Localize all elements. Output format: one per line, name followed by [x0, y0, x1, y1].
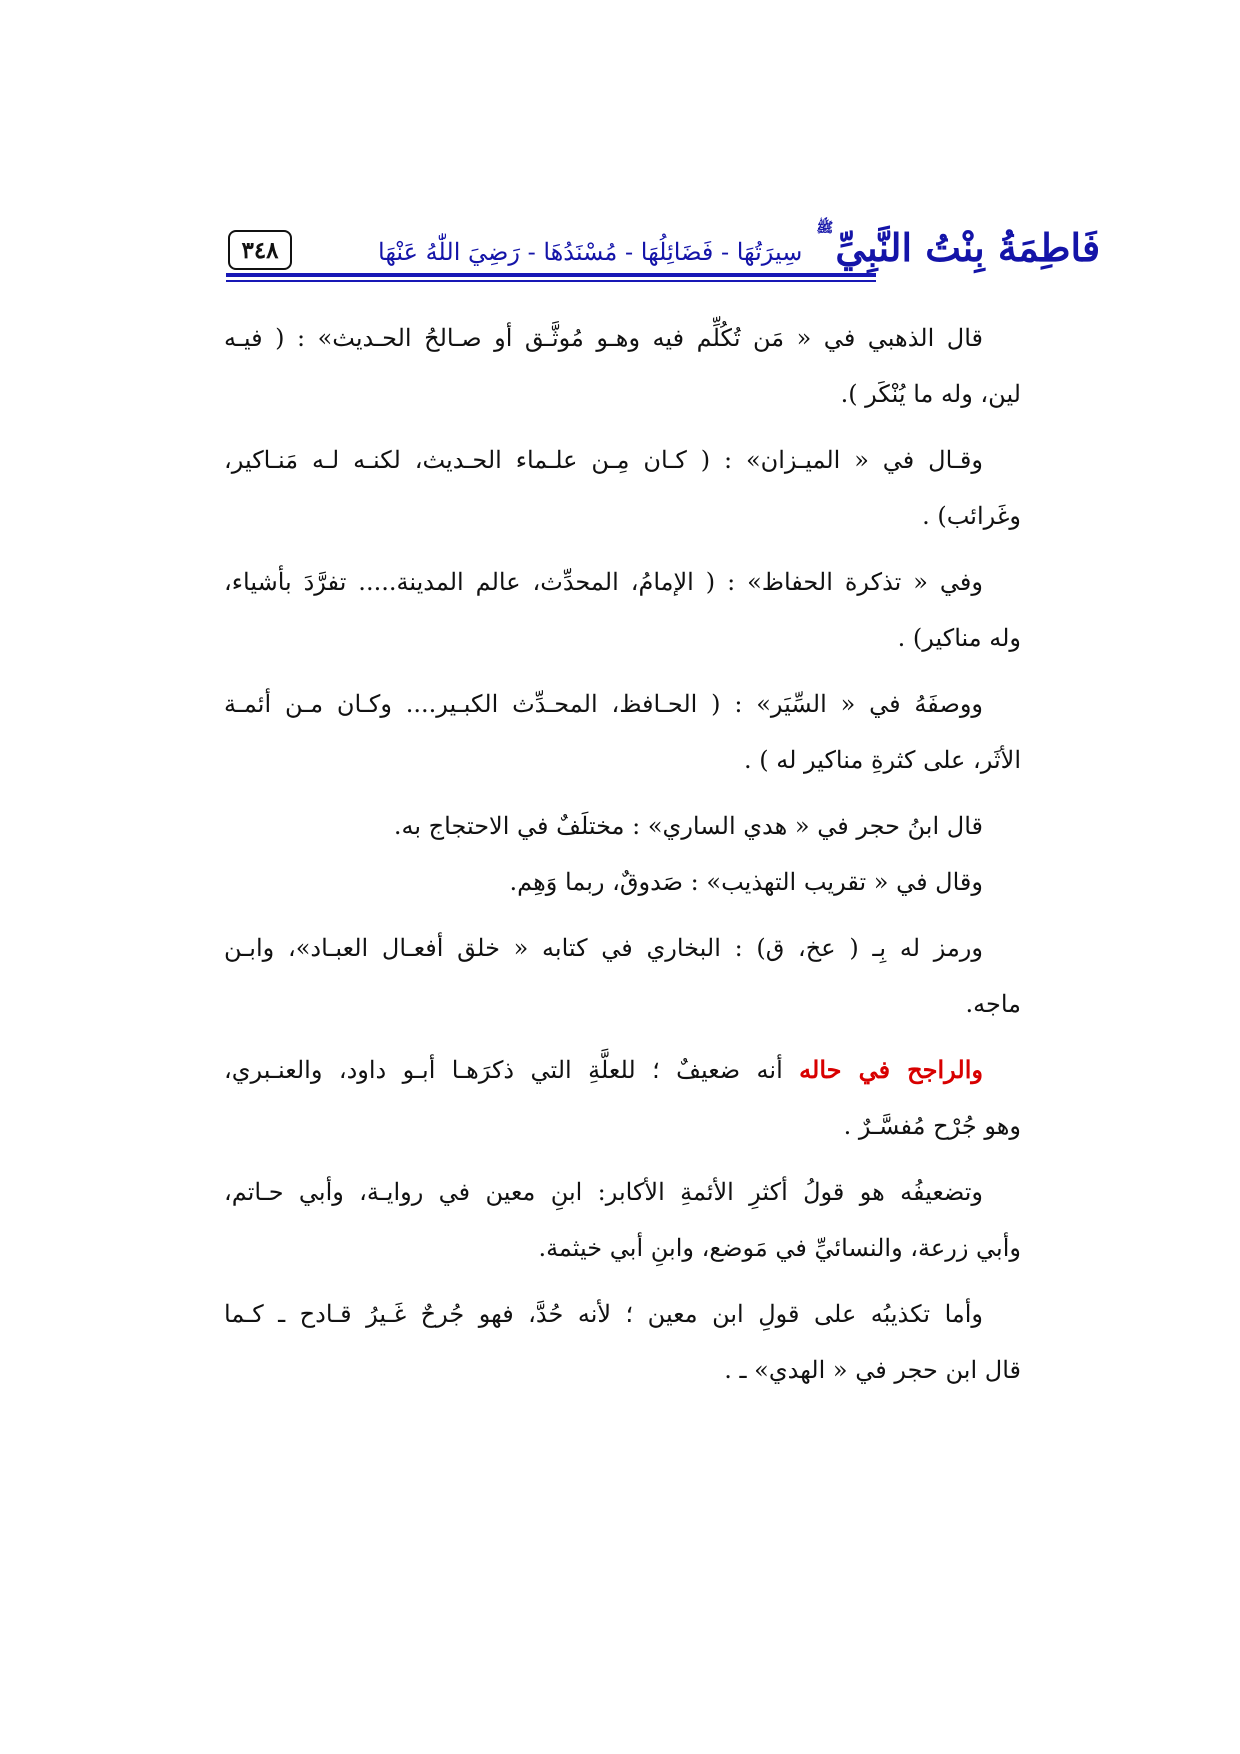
paragraph-takdheeb: [224, 1286, 1021, 1398]
honorific-mark: ﷺ: [816, 220, 834, 236]
text-line: وأبي زرعة، والنسائيِّ في مَوضع، وابنِ أبي خيثمة.: [538, 1234, 1021, 1262]
verdict-highlight: والراجح في حاله: [799, 1055, 983, 1084]
text-line: قال ابن حجر في « الهدي» ـ .: [724, 1356, 1021, 1384]
paragraph-gap: [224, 422, 1021, 432]
page-header: [228, 212, 1101, 282]
text-line: وله مناكير) .: [897, 624, 1021, 652]
paragraph-gap: [224, 1154, 1021, 1164]
text-line: قال الذهبي في « مَن تُكُلِّم فيه وهـو مُوثَّـق أو صـالحُ الحـديث» : ( فيـه: [224, 324, 983, 352]
paragraph-hady-sari: [224, 798, 1021, 854]
paragraph-gap: [224, 544, 1021, 554]
paragraph-tadeef: [224, 1164, 1021, 1276]
page-number: ٣٤٨: [228, 230, 292, 270]
text-line: ورمز له بِـ ( عخ، ق) : البخاري في كتابه « خلق أفعـال العبـاد»، وابـن: [224, 934, 983, 962]
text-line: ماجه.: [965, 990, 1021, 1018]
paragraph-rumuz: [224, 920, 1021, 1032]
header-rule-thick: [226, 273, 876, 277]
text-line: الأثَر، على كثرةِ مناكير له ) .: [743, 746, 1021, 774]
text-line: لين، وله ما يُنْكَر ).: [840, 380, 1021, 408]
paragraph-gap: [224, 1032, 1021, 1042]
page-body: [224, 310, 1021, 1398]
book-subtitle: سِيرَتُهَا - فَضَائِلُهَا - مُسْنَدُهَا - رَضِيَ اللّٰهُ عَنْهَا: [378, 238, 803, 266]
text-line: ووصفَهُ في « السِّيَر» : ( الحـافظ، المحـدِّث الكبـير.... وكـان مـن أئمـة: [224, 690, 983, 718]
paragraph-taqrib: [224, 854, 1021, 910]
book-title: [378, 212, 1101, 272]
paragraph-siyar: [224, 676, 1021, 788]
paragraph-gap: [224, 788, 1021, 798]
paragraph-gap: [224, 666, 1021, 676]
text-line: وأما تكذيبُه على قولِ ابن معين ؛ لأنه حُدَّ، فهو جُرحٌ غَـيرُ قـادح ـ كـما: [224, 1300, 983, 1328]
text-line: قال ابنُ حجر في « هدي الساري» : مختلَفٌ في الاحتجاج به.: [393, 812, 983, 840]
paragraph-dhahabi-critics: [224, 310, 1021, 422]
verdict-text: أنه ضعيفٌ ؛ للعلَّةِ التي ذكرَهـا أبـو داود، والعنـبري،: [224, 1056, 783, 1084]
text-line: وقـال في « الميـزان» : ( كـان مِـن علـماء الحـديث، لكنـه لـه مَنـاكير،: [224, 446, 983, 474]
text-line: وفي « تذكرة الحفاظ» : ( الإمامُ، المحدِّث، عالم المدينة..... تفرَّدَ بأشياء،: [224, 568, 983, 596]
paragraph-mizan: [224, 432, 1021, 544]
paragraph-verdict: [224, 1042, 1021, 1154]
paragraph-gap: [224, 1276, 1021, 1286]
book-title-text: فَاطِمَةُ بِنْتُ النَّبِيِّ: [835, 225, 1101, 270]
text-line: وغَرائب) .: [922, 502, 1021, 530]
book-title-main: [816, 220, 1101, 272]
text-line: وتضعيفُه هو قولُ أكثرِ الأئمةِ الأكابر: ابنِ معين في روايـة، وأبي حـاتم،: [224, 1178, 983, 1206]
text-line: وهو جُرْح مُفسَّـرٌ .: [843, 1112, 1021, 1140]
text-line: [224, 1042, 1021, 1098]
header-rule-thin: [226, 280, 876, 282]
paragraph-gap: [224, 910, 1021, 920]
paragraph-tadhkira: [224, 554, 1021, 666]
text-line: وقال في « تقريب التهذيب» : صَدوقٌ، ربما وَهِم.: [509, 868, 983, 896]
